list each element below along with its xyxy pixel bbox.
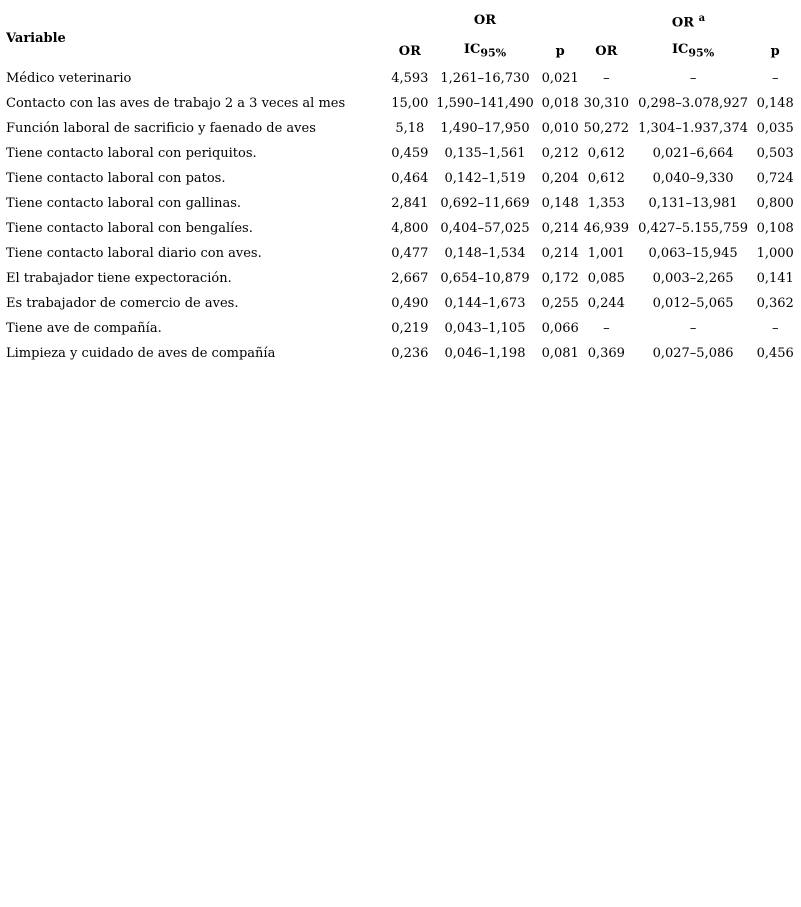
- cell-variable: Tiene ave de compañía.: [6, 321, 162, 336]
- cell-ic-1: 0,654–10,879: [440, 271, 530, 286]
- table-row: [6, 66, 796, 91]
- cell-variable: El trabajador tiene expectoración.: [6, 271, 232, 286]
- cell-p-2: 0,148: [756, 96, 794, 111]
- cell-p-1: 0,214: [541, 246, 579, 261]
- cell-variable: Tiene contacto laboral con patos.: [6, 171, 226, 186]
- col-header-ic-1-label: IC: [463, 42, 481, 58]
- cell-or-1: 0,477: [391, 246, 429, 261]
- cell-variable: Médico veterinario: [6, 71, 132, 86]
- cell-ic-1: 0,148–1,534: [444, 246, 526, 261]
- cell-ic-1: 0,404–57,025: [440, 221, 530, 236]
- cell-p-1: 0,172: [541, 271, 579, 286]
- cell-ic-1: 1,590–141,490: [436, 96, 534, 111]
- cell-ic-2: 0,003–2,265: [652, 271, 734, 286]
- cell-variable: Tiene contacto laboral diario con aves.: [6, 246, 262, 261]
- table-row: [6, 316, 796, 341]
- cell-variable: Función laboral de sacrificio y faenado de aves: [6, 121, 316, 136]
- cell-p-1: 0,081: [541, 346, 579, 361]
- cell-or-1: 2,667: [391, 271, 429, 286]
- col-header-p-2: p: [770, 43, 780, 59]
- col-header-ic-1: [431, 36, 540, 66]
- group-header-or-adjusted-label: OR: [671, 15, 695, 31]
- cell-or-2: 0,369: [587, 346, 625, 361]
- table-row: [6, 341, 796, 366]
- cell-ic-2: –: [689, 71, 697, 86]
- cell-or-1: 4,593: [391, 71, 429, 86]
- table-row: [6, 91, 796, 116]
- col-header-or-2: OR: [595, 43, 618, 59]
- cell-ic-2: 0,131–13,981: [648, 196, 738, 211]
- cell-ic-2: 0,027–5,086: [652, 346, 734, 361]
- cell-variable: Tiene contacto laboral con periquitos.: [6, 146, 257, 161]
- cell-p-2: 0,362: [756, 296, 794, 311]
- cell-p-1: 0,066: [541, 321, 579, 336]
- cell-p-2: –: [771, 71, 779, 86]
- col-header-p-1: p: [555, 43, 565, 59]
- cell-ic-1: 0,142–1,519: [444, 171, 526, 186]
- cell-ic-2: –: [689, 321, 697, 336]
- cell-or-2: –: [603, 321, 610, 336]
- cell-ic-2: 0,021–6,664: [652, 146, 734, 161]
- cell-or-2: 50,272: [583, 121, 630, 136]
- cell-or-1: 5,18: [395, 121, 425, 136]
- cell-or-1: 4,800: [391, 221, 429, 236]
- cell-or-2: 1,353: [587, 196, 625, 211]
- cell-p-1: 0,018: [541, 96, 579, 111]
- table-row: [6, 116, 796, 141]
- table-row: [6, 216, 796, 241]
- table-row: [6, 166, 796, 191]
- cell-p-1: 0,214: [541, 221, 579, 236]
- cell-p-1: 0,212: [541, 146, 579, 161]
- cell-p-1: 0,255: [541, 296, 579, 311]
- cell-p-2: 0,503: [756, 146, 794, 161]
- cell-ic-2: 0,012–5,065: [652, 296, 734, 311]
- cell-variable: Contacto con las aves de trabajo 2 a 3 veces al mes: [6, 96, 346, 111]
- cell-p-2: 0,800: [756, 196, 794, 211]
- table-row: [6, 291, 796, 316]
- cell-p-1: 0,204: [541, 171, 579, 186]
- cell-or-1: 0,236: [391, 346, 429, 361]
- col-header-ic-2-sub: 95%: [688, 46, 715, 60]
- cell-ic-2: 0,298–3.078,927: [638, 96, 749, 111]
- cell-p-1: 0,148: [541, 196, 579, 211]
- cell-or-1: 0,464: [391, 171, 429, 186]
- cell-p-2: 0,035: [756, 121, 794, 136]
- cell-or-2: 0,085: [587, 271, 625, 286]
- table-row: [6, 141, 796, 166]
- cell-p-1: 0,010: [541, 121, 579, 136]
- cell-ic-1: 1,490–17,950: [440, 121, 530, 136]
- cell-ic-1: 0,144–1,673: [444, 296, 526, 311]
- cell-ic-1: 0,046–1,198: [444, 346, 526, 361]
- cell-or-2: 0,612: [587, 146, 625, 161]
- cell-or-1: 0,490: [391, 296, 429, 311]
- cell-p-2: 1,000: [756, 246, 794, 261]
- col-header-ic-1-sub: 95%: [480, 46, 507, 60]
- cell-or-2: 46,939: [583, 221, 630, 236]
- table-row: [6, 191, 796, 216]
- group-header-or-adjusted: [581, 10, 796, 36]
- col-header-or-1: OR: [398, 43, 421, 59]
- table-body: [6, 66, 796, 366]
- col-header-ic-2: [632, 36, 755, 66]
- table-row: [6, 241, 796, 266]
- cell-ic-1: 0,692–11,669: [440, 196, 530, 211]
- cell-p-2: 0,456: [756, 346, 794, 361]
- cell-ic-2: 1,304–1.937,374: [638, 121, 749, 136]
- cell-p-2: 0,108: [756, 221, 794, 236]
- cell-or-2: –: [603, 71, 610, 86]
- cell-ic-2: 0,040–9,330: [652, 171, 734, 186]
- cell-ic-1: 0,043–1,105: [444, 321, 526, 336]
- cell-or-2: 0,612: [587, 171, 625, 186]
- cell-p-2: 0,141: [756, 271, 794, 286]
- cell-variable: Tiene contacto laboral con bengalíes.: [6, 221, 253, 236]
- cell-variable: Es trabajador de comercio de aves.: [6, 296, 239, 311]
- cell-p-1: 0,021: [541, 71, 579, 86]
- header-row-groups: [6, 10, 796, 36]
- footnote-marker: a: [698, 13, 706, 24]
- col-header-ic-2-label: IC: [671, 42, 689, 58]
- cell-variable: Tiene contacto laboral con gallinas.: [6, 196, 242, 211]
- table-header: [6, 10, 796, 66]
- group-header-or: [389, 10, 581, 36]
- cell-or-2: 1,001: [587, 246, 625, 261]
- cell-ic-1: 1,261–16,730: [440, 71, 530, 86]
- cell-or-1: 15,00: [391, 96, 429, 111]
- cell-ic-2: 0,063–15,945: [648, 246, 738, 261]
- group-header-or-label: OR: [473, 13, 497, 28]
- cell-or-1: 2,841: [391, 196, 429, 211]
- cell-ic-1: 0,135–1,561: [444, 146, 526, 161]
- odds-ratio-table: [6, 10, 796, 366]
- cell-or-2: 0,244: [587, 296, 625, 311]
- cell-or-1: 0,219: [391, 321, 429, 336]
- cell-or-2: 30,310: [583, 96, 630, 111]
- cell-p-2: 0,724: [756, 171, 794, 186]
- cell-variable: Limpieza y cuidado de aves de compañía: [6, 346, 276, 361]
- cell-p-2: –: [771, 321, 779, 336]
- table-row: [6, 266, 796, 291]
- cell-ic-2: 0,427–5.155,759: [638, 221, 749, 236]
- variable-column-header: Variable: [6, 30, 66, 46]
- cell-or-1: 0,459: [391, 146, 429, 161]
